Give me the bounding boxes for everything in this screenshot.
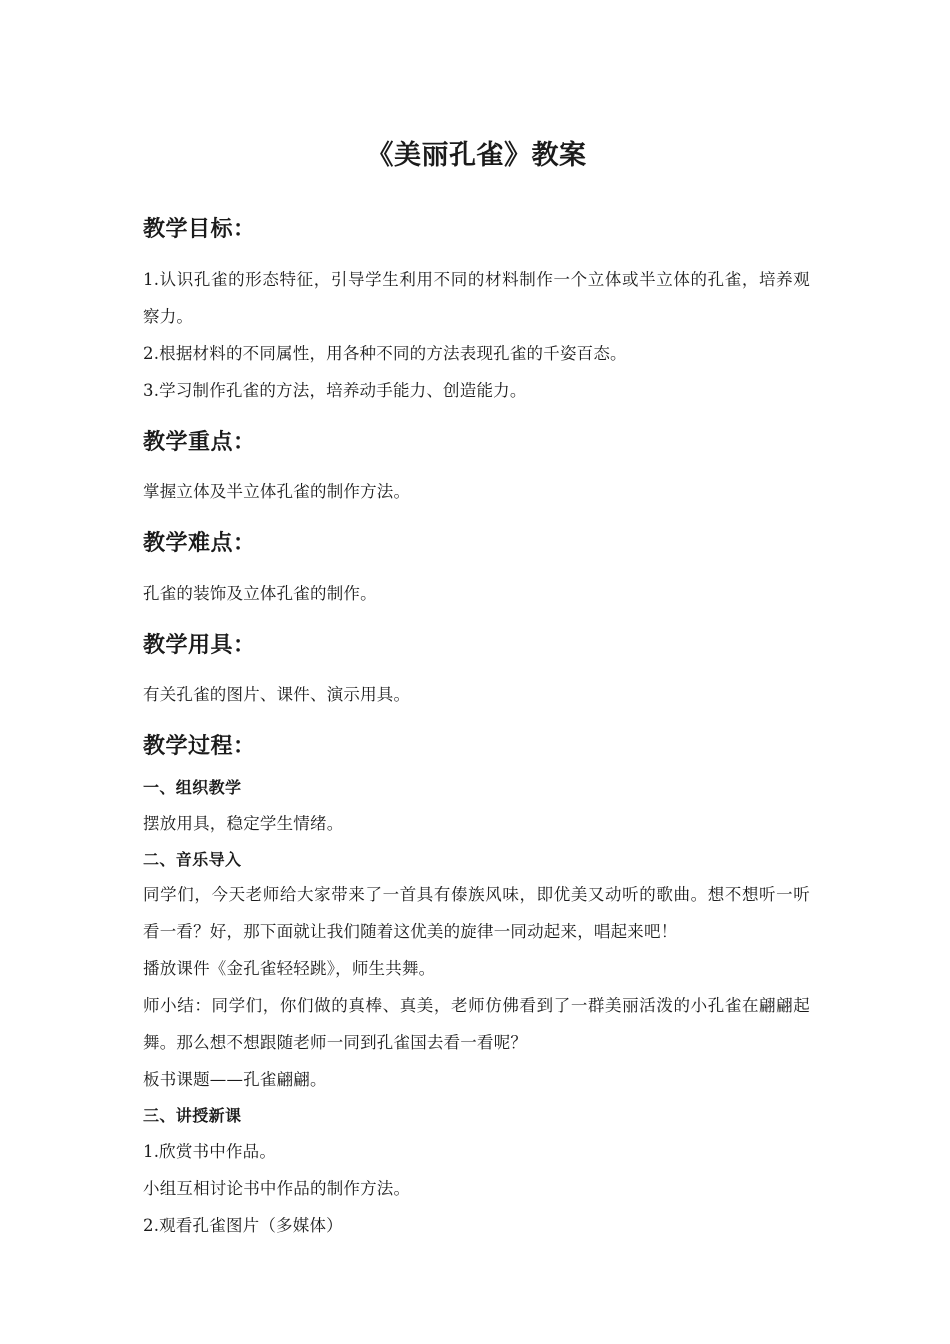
teaching-tools-text: 有关孔雀的图片、课件、演示用具。 — [143, 685, 411, 705]
teaching-focus-text: 掌握立体及半立体孔雀的制作方法。 — [143, 482, 411, 502]
section-teaching-tools — [143, 632, 810, 714]
heading-teaching-objectives: 教学目标： — [143, 217, 256, 243]
objective-item-1: 1.认识孔雀的形态特征，引导学生利用不同的材料制作一个立体或半立体的孔雀，培养观察力。 — [143, 269, 810, 326]
page-title: 《美丽孔雀》教案 — [366, 140, 587, 171]
section-teaching-difficulty — [143, 530, 810, 612]
subheading-music-intro: 二、音乐导入 — [143, 849, 242, 869]
heading-teaching-tools: 教学用具： — [143, 632, 256, 658]
music-intro-paragraph-1: 同学们，今天老师给大家带来了一首具有傣族风味，即优美又动听的歌曲。想不想听一听看一看？好，那下面就让我们随着这优美的旋律一同动起来，唱起来吧！ — [143, 885, 810, 942]
organize-teaching-text: 摆放用具，稳定学生情绪。 — [143, 813, 344, 833]
heading-teaching-focus: 教学重点： — [143, 429, 256, 455]
heading-teaching-process: 教学过程： — [143, 734, 256, 760]
music-intro-paragraph-2: 播放课件《金孔雀轻轻跳》，师生共舞。 — [143, 959, 436, 979]
document-content — [143, 0, 810, 1244]
heading-teaching-difficulty: 教学难点： — [143, 531, 256, 557]
new-lesson-item-1: 1.欣赏书中作品。 — [143, 1142, 277, 1162]
new-lesson-item-2: 小组互相讨论书中作品的制作方法。 — [143, 1179, 411, 1199]
teaching-difficulty-text: 孔雀的装饰及立体孔雀的制作。 — [143, 583, 377, 603]
subheading-organize-teaching: 一、组织教学 — [143, 777, 242, 797]
music-intro-paragraph-4: 板书课题——孔雀翩翩。 — [143, 1070, 327, 1090]
music-intro-paragraph-3: 师小结：同学们，你们做的真棒、真美，老师仿佛看到了一群美丽活泼的小孔雀在翩翩起舞。那么想不想跟随老师一同到孔雀国去看一看呢？ — [143, 996, 810, 1053]
new-lesson-item-3: 2.观看孔雀图片（多媒体） — [143, 1216, 343, 1236]
section-teaching-focus — [143, 429, 810, 511]
section-teaching-process — [143, 733, 810, 1244]
section-teaching-objectives — [143, 216, 810, 409]
objective-item-2: 2.根据材料的不同属性，用各种不同的方法表现孔雀的千姿百态。 — [143, 343, 627, 363]
objective-item-3: 3.学习制作孔雀的方法，培养动手能力、创造能力。 — [143, 380, 527, 400]
subheading-new-lesson: 三、讲授新课 — [143, 1106, 242, 1126]
